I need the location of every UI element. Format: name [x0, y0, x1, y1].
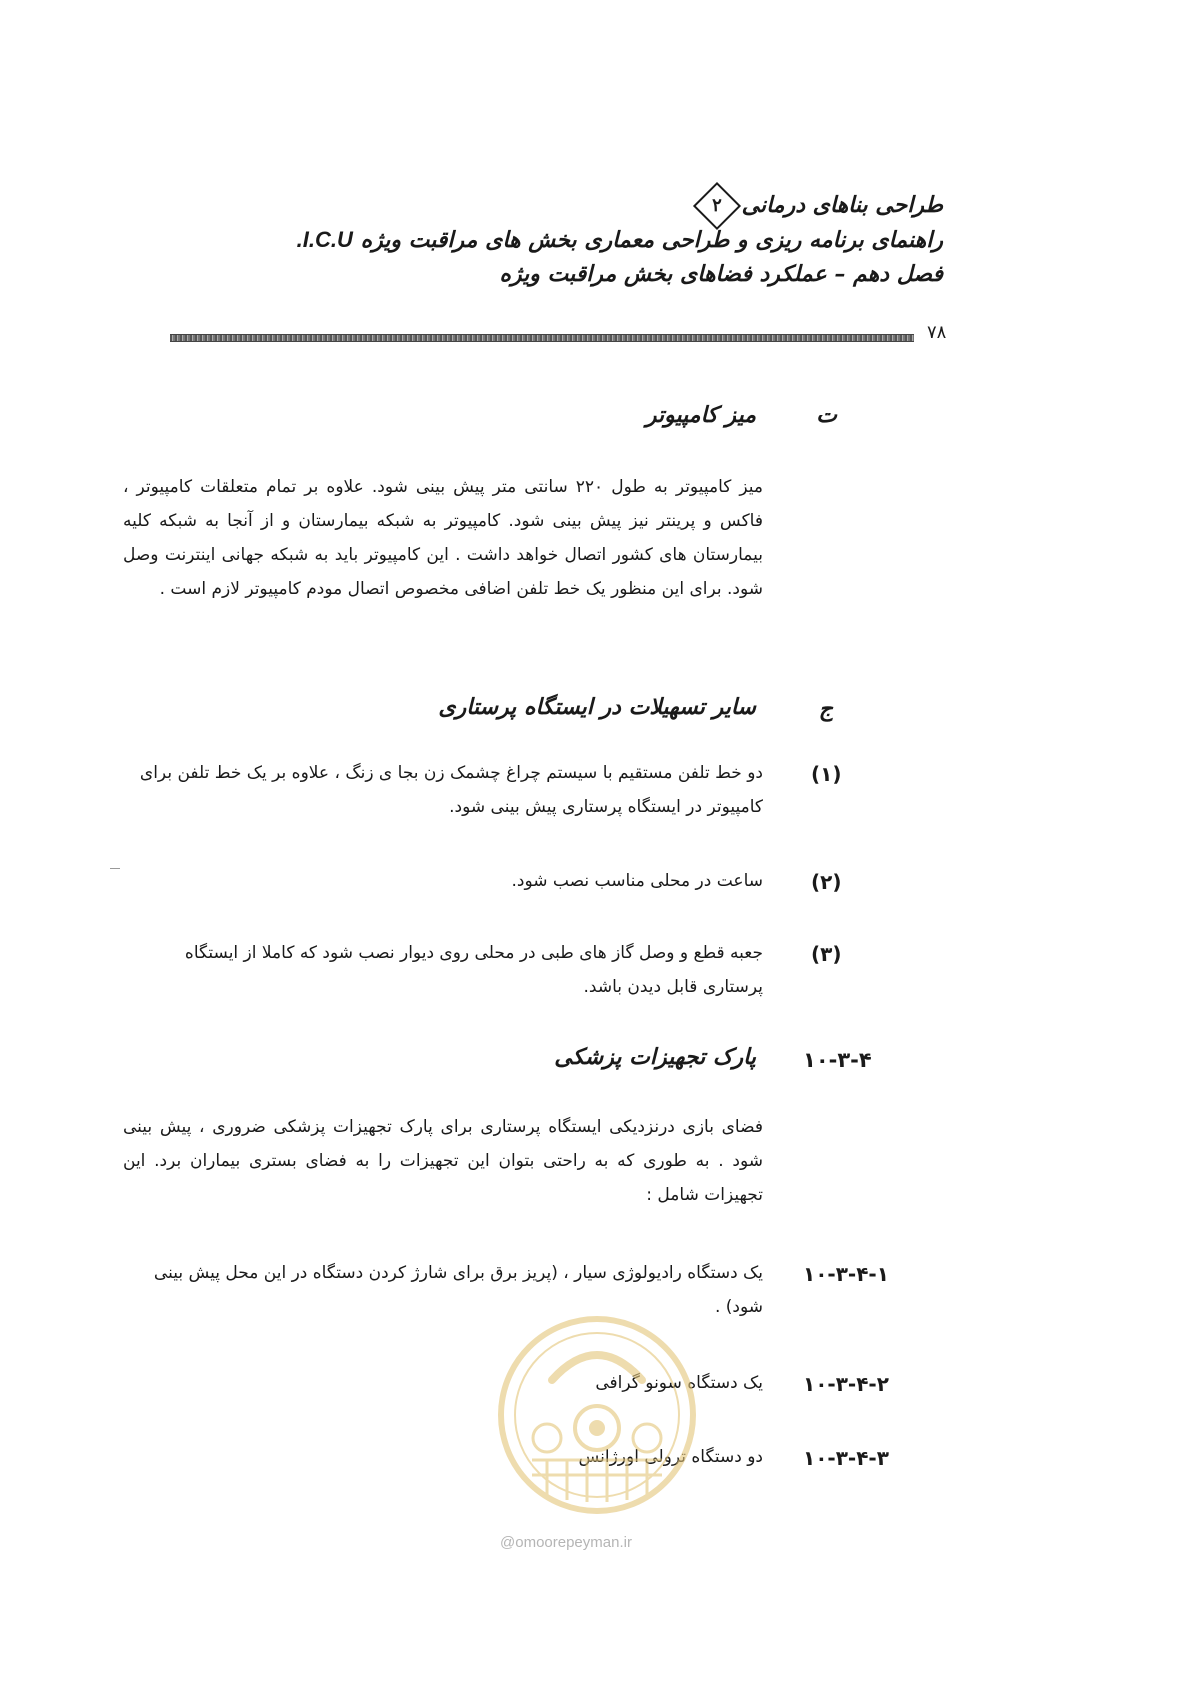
- computer-desk-paragraph: میز کامپیوتر به طول ۲۲۰ سانتی متر پیش بینی شود. علاوه بر تمام متعلقات کامپیوتر ، فاکس و پرینتر نیز پیش بینی شود. کامپیوتر به شبکه بیمارستان و از آنجا به شبکه کلیه بیمارستان های کشور اتصال خواهد داشت . این کامپیوتر باید به شبکه جهانی اینترنت وصل شود. برای این منظور یک خط تلفن اضافی مخصوص اتصال مودم کامپیوتر لازم است .: [123, 477, 763, 599]
- section-number-equipment-park: ۱۰-۳-۴: [803, 1048, 872, 1072]
- volume-number: ۲: [711, 195, 722, 216]
- equipment-item-number-1: ۱۰-۳-۴-۱: [803, 1262, 889, 1286]
- equipment-item-number-3: ۱۰-۳-۴-۳: [803, 1446, 889, 1470]
- item-text-3: جعبه قطع و وصل گاز های طبی در محلی روی دیوار نصب شود که کاملا از ایستگاه پرستاری قابل دیدن باشد.: [184, 943, 763, 997]
- section-title-equipment-park: پارک تجهیزات پزشکی: [554, 1044, 756, 1070]
- section-title-computer-desk: میز کامپیوتر: [645, 402, 756, 428]
- equipment-item-number-2: ۱۰-۳-۴-۲: [803, 1372, 889, 1396]
- page-header: [243, 188, 943, 291]
- watermark-stamp: [492, 1310, 702, 1520]
- equipment-item-text-3: دو دستگاه ترولی اورژانس: [578, 1447, 763, 1467]
- equipment-item-text-1: یک دستگاه رادیولوژی سیار ، (پریز برق برای شارژ کردن دستگاه در این محل پیش بینی شود) .: [153, 1263, 763, 1317]
- item-text-1: دو خط تلفن مستقیم با سیستم چراغ چشمک زن بجا ی زنگ ، علاوه بر یک خط تلفن برای کامپیوتر در ایستگاه پرستاری پیش بینی شود.: [139, 763, 763, 817]
- equipment-park-paragraph: فضای بازی درنزدیکی ایستگاه پرستاری برای پارک تجهیزات پزشکی ضروری ، پیش بینی شود . به طوری که به راحتی بتوان این تجهیزات را به فضای بستری بیماران برد. این تجهیزات شامل :: [123, 1117, 763, 1205]
- header-line-1: [243, 188, 943, 223]
- header-divider: [170, 334, 914, 342]
- guide-title: راهنمای برنامه ریزی و طراحی معماری بخش های مراقبت ویژه: [360, 227, 943, 253]
- chapter-title: فصل دهم – عملکرد فضاهای بخش مراقبت ویژه: [499, 261, 943, 287]
- equipment-item-text-2: یک دستگاه سونو گرافی: [595, 1373, 763, 1393]
- item-number-3: (۳): [811, 942, 842, 966]
- section-marker-computer-desk: ت: [816, 402, 837, 428]
- header-line-2: [243, 223, 943, 257]
- item-text-2: ساعت در محلی مناسب نصب شود.: [511, 871, 763, 891]
- page-number: ۷۸: [927, 322, 947, 343]
- margin-mark: [110, 868, 120, 869]
- icu-label: I.C.U.: [296, 227, 353, 252]
- section-marker-other-facilities: ج: [818, 696, 833, 722]
- item-number-2: (۲): [811, 870, 842, 894]
- book-title: طراحی بناهای درمانی: [741, 192, 943, 218]
- section-title-other-facilities: سایر تسهیلات در ایستگاه پرستاری: [438, 694, 756, 720]
- item-number-1: (۱): [811, 762, 842, 786]
- watermark-url: @omoorepeyman.ir: [500, 1534, 632, 1551]
